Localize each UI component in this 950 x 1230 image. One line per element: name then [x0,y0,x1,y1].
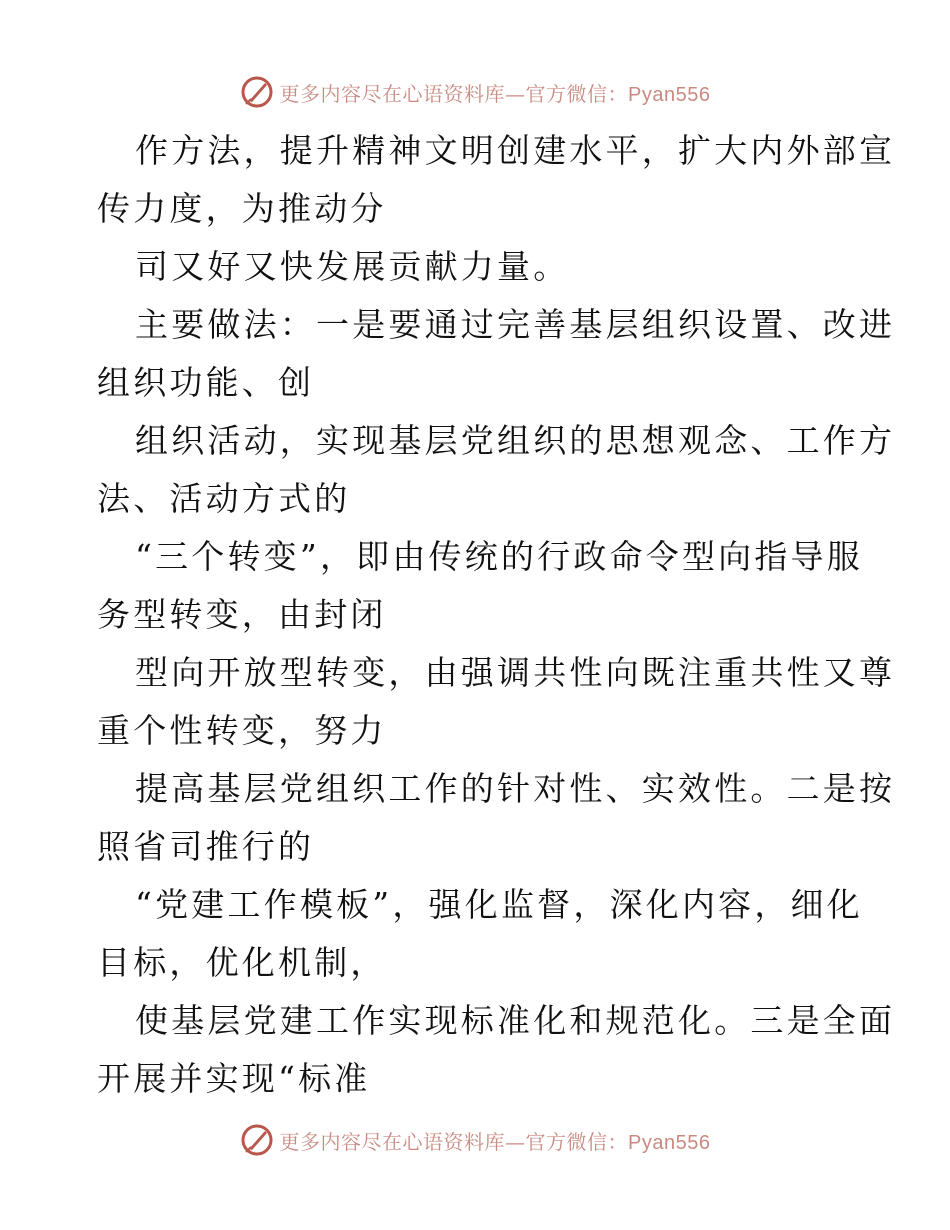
text-line: 使基层党建工作实现标准化和规范化。三是全面 [135,1001,896,1040]
text-line: 照省司推行的 [97,827,315,866]
text-line: 司又好又快发展贡献力量。 [135,247,570,286]
text-line: “党建工作模板”，强化监督，深化内容，细化 [135,885,863,924]
header-watermark [0,72,950,112]
text-line: 提高基层党组织工作的针对性、实效性。二是按 [135,769,896,808]
watermark-text: 更多内容尽在心语资料库—官方微信：Pyan556 [279,1129,711,1154]
text-line: 主要做法：一是要通过完善基层组织设置、改进 [135,305,896,344]
footer-watermark [0,1120,950,1160]
quill-logo-icon [240,75,274,109]
text-line: 目标，优化机制， [97,943,387,982]
text-line: 法、活动方式的 [97,479,351,518]
text-line: 组织功能、创 [97,363,315,402]
text-line: 传力度，为推动分 [97,189,387,228]
text-line: 务型转变，由封闭 [97,595,387,634]
text-line: 重个性转变，努力 [97,711,387,750]
text-line: “三个转变”，即由传统的行政命令型向指导服 [135,537,863,576]
document-body [97,122,896,1108]
text-line: 型向开放型转变，由强调共性向既注重共性又尊 [135,653,896,692]
text-line: 开展并实现“标准 [97,1059,371,1098]
text-line: 组织活动，实现基层党组织的思想观念、工作方 [135,421,896,460]
watermark-text: 更多内容尽在心语资料库—官方微信：Pyan556 [279,81,711,106]
text-line: 作方法，提升精神文明创建水平，扩大内外部宣 [135,131,896,170]
quill-logo-icon [240,1123,274,1157]
